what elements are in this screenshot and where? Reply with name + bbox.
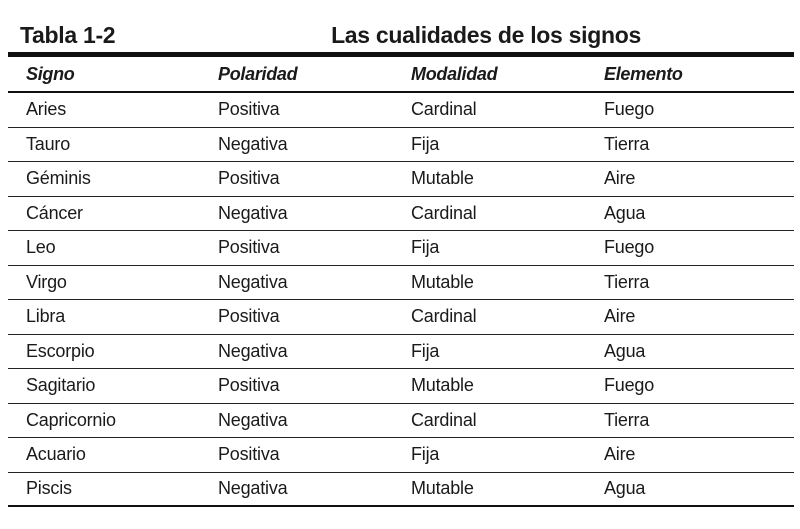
cell-element: Tierra	[604, 271, 650, 292]
cell-sign: Géminis	[26, 168, 91, 189]
cell-polarity: Negativa	[218, 133, 288, 154]
header-element: Elemento	[604, 63, 683, 84]
table-row	[8, 128, 794, 163]
cell-element: Agua	[604, 202, 646, 223]
cell-modality: Cardinal	[411, 99, 477, 120]
cell-sign: Cáncer	[26, 202, 83, 223]
cell-modality: Fija	[411, 444, 440, 465]
cell-sign: Capricornio	[26, 409, 116, 430]
cell-sign: Piscis	[26, 478, 72, 499]
cell-element: Fuego	[604, 375, 655, 396]
cell-element: Fuego	[604, 237, 655, 258]
cell-sign: Libra	[26, 306, 66, 327]
cell-modality: Cardinal	[411, 409, 477, 430]
cell-element: Aire	[604, 444, 636, 465]
header-polarity: Polaridad	[218, 63, 298, 84]
table-row	[8, 231, 794, 266]
header-modality: Modalidad	[411, 63, 498, 84]
table-body	[8, 93, 794, 507]
cell-sign: Leo	[26, 237, 56, 258]
table-row	[8, 335, 794, 370]
cell-element: Aire	[604, 168, 636, 189]
header-sign: Signo	[26, 63, 75, 84]
cell-element: Tierra	[604, 133, 650, 154]
table-row	[8, 404, 794, 439]
cell-polarity: Positiva	[218, 99, 280, 120]
cell-polarity: Positiva	[218, 306, 280, 327]
cell-modality: Fija	[411, 237, 440, 258]
cell-polarity: Negativa	[218, 409, 288, 430]
cell-sign: Escorpio	[26, 340, 95, 361]
cell-sign: Acuario	[26, 444, 86, 465]
cell-modality: Mutable	[411, 271, 474, 292]
cell-element: Tierra	[604, 409, 650, 430]
cell-sign: Sagitario	[26, 375, 96, 396]
cell-polarity: Negativa	[218, 202, 288, 223]
cell-element: Aire	[604, 306, 636, 327]
cell-polarity: Positiva	[218, 168, 280, 189]
cell-sign: Tauro	[26, 133, 71, 154]
table-row	[8, 369, 794, 404]
cell-modality: Mutable	[411, 375, 474, 396]
cell-element: Fuego	[604, 99, 655, 120]
cell-modality: Fija	[411, 340, 440, 361]
table-number: Tabla 1-2	[20, 22, 116, 48]
cell-polarity: Positiva	[218, 375, 280, 396]
cell-modality: Fija	[411, 133, 440, 154]
table-row	[8, 473, 794, 508]
table-title-bar	[8, 22, 794, 57]
cell-sign: Aries	[26, 99, 67, 120]
cell-modality: Cardinal	[411, 202, 477, 223]
table-row	[8, 197, 794, 232]
table-row	[8, 266, 794, 301]
table-row	[8, 93, 794, 128]
cell-modality: Cardinal	[411, 306, 477, 327]
cell-element: Agua	[604, 478, 646, 499]
table-row	[8, 162, 794, 197]
cell-polarity: Negativa	[218, 271, 288, 292]
cell-polarity: Negativa	[218, 478, 288, 499]
cell-element: Agua	[604, 340, 646, 361]
table-row	[8, 438, 794, 473]
table-header-row	[8, 57, 794, 93]
table-title: Las cualidades de los signos	[331, 22, 641, 48]
cell-modality: Mutable	[411, 478, 474, 499]
cell-polarity: Negativa	[218, 340, 288, 361]
cell-polarity: Positiva	[218, 444, 280, 465]
qualities-table	[8, 0, 794, 507]
cell-polarity: Positiva	[218, 237, 280, 258]
cell-modality: Mutable	[411, 168, 474, 189]
table-row	[8, 300, 794, 335]
cell-sign: Virgo	[26, 271, 67, 292]
